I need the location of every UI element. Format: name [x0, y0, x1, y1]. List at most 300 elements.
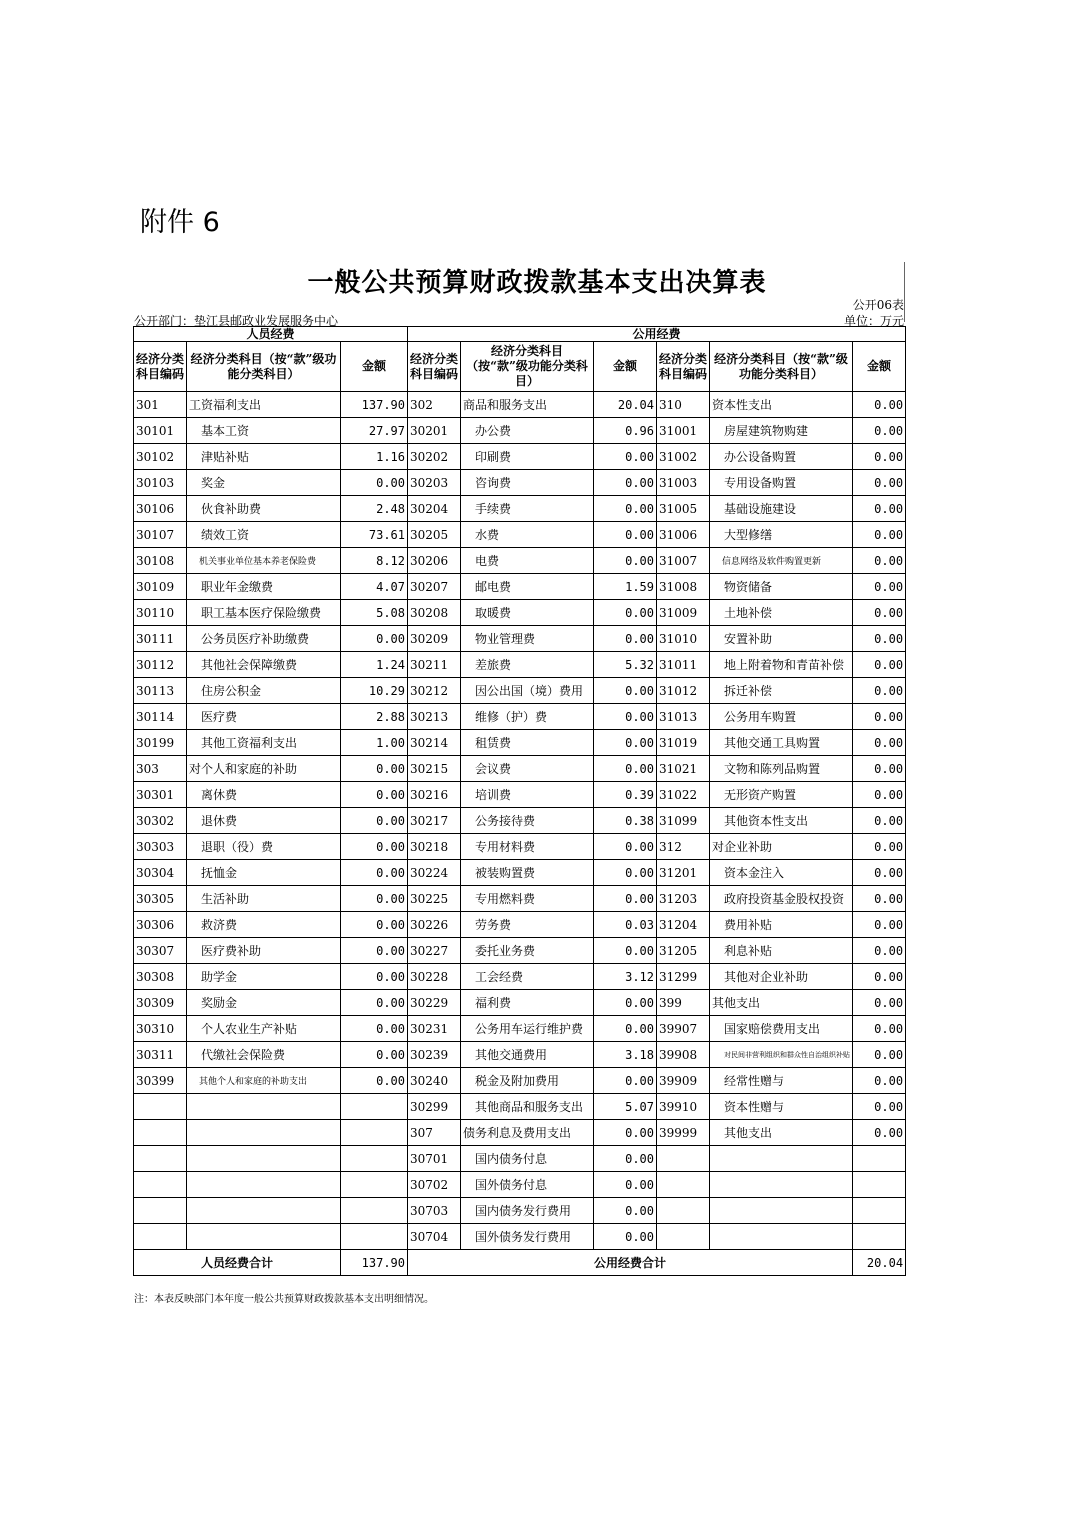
- code-cell: 30109: [134, 574, 187, 600]
- amount-cell: 0.00: [853, 574, 906, 600]
- amount-cell: 0.00: [853, 496, 906, 522]
- name-cell: [187, 1198, 341, 1224]
- name-cell: 个人农业生产补贴: [187, 1016, 341, 1042]
- amount-cell: 137.90: [341, 392, 408, 418]
- code-cell: [134, 1172, 187, 1198]
- totals-row: [134, 1250, 906, 1276]
- code-cell: 30307: [134, 938, 187, 964]
- amount-cell: [853, 1198, 906, 1224]
- table-row: [134, 860, 906, 886]
- name-cell: 房屋建筑物购建: [710, 418, 853, 444]
- amount-cell: 0.00: [594, 1172, 657, 1198]
- code-cell: 31204: [657, 912, 710, 938]
- code-cell: [657, 1172, 710, 1198]
- table-row: [134, 1016, 906, 1042]
- name-cell: 劳务费: [461, 912, 594, 938]
- code-cell: 30103: [134, 470, 187, 496]
- amount-cell: [341, 1146, 408, 1172]
- group-header-row: [134, 327, 906, 342]
- unit-label: 单位：万元: [843, 314, 904, 328]
- code-cell: 30218: [408, 834, 461, 860]
- code-cell: 30201: [408, 418, 461, 444]
- code-cell: 30208: [408, 600, 461, 626]
- footnote: 注：本表反映部门本年度一般公共预算财政拨款基本支出明细情况。: [134, 1294, 434, 1305]
- code-cell: 307: [408, 1120, 461, 1146]
- code-cell: 30302: [134, 808, 187, 834]
- amount-cell: 0.00: [341, 938, 408, 964]
- name-cell: 被装购置费: [461, 860, 594, 886]
- name-cell: 信息网络及软件购置更新: [710, 548, 853, 574]
- name-cell: 国家赔偿费用支出: [710, 1016, 853, 1042]
- code-cell: 30101: [134, 418, 187, 444]
- code-cell: 30106: [134, 496, 187, 522]
- code-cell: 30206: [408, 548, 461, 574]
- name-cell: 大型修缮: [710, 522, 853, 548]
- name-cell: 生活补助: [187, 886, 341, 912]
- code-cell: 30203: [408, 470, 461, 496]
- name-cell: 国外债务付息: [461, 1172, 594, 1198]
- code-cell: 30205: [408, 522, 461, 548]
- code-cell: 310: [657, 392, 710, 418]
- amount-cell: 0.00: [594, 600, 657, 626]
- name-cell: 印刷费: [461, 444, 594, 470]
- amount-cell: 0.00: [594, 444, 657, 470]
- code-cell: 30207: [408, 574, 461, 600]
- table-row: [134, 1068, 906, 1094]
- name-cell: [710, 1146, 853, 1172]
- table-row: [134, 652, 906, 678]
- code-cell: 39909: [657, 1068, 710, 1094]
- name-cell: 办公设备购置: [710, 444, 853, 470]
- amount-cell: 2.88: [341, 704, 408, 730]
- amount-cell: 0.00: [853, 938, 906, 964]
- personnel-total-amount: 137.90: [341, 1250, 408, 1276]
- code-cell: 31003: [657, 470, 710, 496]
- amount-cell: 5.32: [594, 652, 657, 678]
- table-row: [134, 522, 906, 548]
- name-cell: 医疗费补助: [187, 938, 341, 964]
- code-cell: 30701: [408, 1146, 461, 1172]
- name-cell: 物业管理费: [461, 626, 594, 652]
- name-cell: 差旅费: [461, 652, 594, 678]
- code-cell: 30225: [408, 886, 461, 912]
- amount-cell: 0.00: [853, 678, 906, 704]
- name-cell: 无形资产购置: [710, 782, 853, 808]
- amount-cell: 0.00: [853, 652, 906, 678]
- amount-cell: 0.00: [594, 626, 657, 652]
- amount-cell: 0.00: [341, 808, 408, 834]
- amount-cell: 0.00: [594, 1224, 657, 1250]
- name-cell: 其他对企业补助: [710, 964, 853, 990]
- code-cell: 30309: [134, 990, 187, 1016]
- code-cell: 30114: [134, 704, 187, 730]
- col-header-amount: 金额: [341, 342, 408, 392]
- amount-cell: 0.00: [594, 860, 657, 886]
- amount-cell: 0.00: [341, 756, 408, 782]
- code-cell: 30310: [134, 1016, 187, 1042]
- amount-cell: 0.00: [853, 418, 906, 444]
- name-cell: 电费: [461, 548, 594, 574]
- name-cell: 职业年金缴费: [187, 574, 341, 600]
- code-cell: 30229: [408, 990, 461, 1016]
- name-cell: 其他交通工具购置: [710, 730, 853, 756]
- amount-cell: 0.00: [594, 756, 657, 782]
- name-cell: 福利费: [461, 990, 594, 1016]
- name-cell: [710, 1198, 853, 1224]
- amount-cell: [853, 1224, 906, 1250]
- amount-cell: 0.00: [594, 548, 657, 574]
- name-cell: 维修（护）费: [461, 704, 594, 730]
- table-row: [134, 1146, 906, 1172]
- table-row: [134, 574, 906, 600]
- name-cell: 政府投资基金股权投资: [710, 886, 853, 912]
- amount-cell: 0.00: [853, 444, 906, 470]
- name-cell: [187, 1146, 341, 1172]
- code-cell: 30311: [134, 1042, 187, 1068]
- name-cell: 抚恤金: [187, 860, 341, 886]
- amount-cell: 0.00: [853, 1068, 906, 1094]
- code-cell: 30240: [408, 1068, 461, 1094]
- name-cell: 其他商品和服务支出: [461, 1094, 594, 1120]
- code-cell: 31205: [657, 938, 710, 964]
- name-cell: 代缴社会保险费: [187, 1042, 341, 1068]
- amount-cell: 27.97: [341, 418, 408, 444]
- amount-cell: 0.00: [594, 730, 657, 756]
- amount-cell: 0.00: [853, 704, 906, 730]
- table-row: [134, 1042, 906, 1068]
- code-cell: [657, 1146, 710, 1172]
- amount-cell: 0.00: [341, 1068, 408, 1094]
- name-cell: 土地补偿: [710, 600, 853, 626]
- code-cell: 30399: [134, 1068, 187, 1094]
- table-row: [134, 1120, 906, 1146]
- table-row: [134, 548, 906, 574]
- name-cell: 助学金: [187, 964, 341, 990]
- table-row: [134, 418, 906, 444]
- code-cell: 39910: [657, 1094, 710, 1120]
- amount-cell: 0.00: [853, 756, 906, 782]
- amount-cell: 0.00: [853, 1042, 906, 1068]
- code-cell: 39907: [657, 1016, 710, 1042]
- page-title: 一般公共预算财政拨款基本支出决算表: [307, 268, 767, 298]
- code-cell: 39999: [657, 1120, 710, 1146]
- code-cell: 31007: [657, 548, 710, 574]
- code-cell: 30202: [408, 444, 461, 470]
- name-cell: 其他支出: [710, 1120, 853, 1146]
- amount-cell: 0.00: [341, 886, 408, 912]
- name-cell: 安置补助: [710, 626, 853, 652]
- name-cell: 医疗费: [187, 704, 341, 730]
- amount-cell: 0.00: [853, 808, 906, 834]
- table-row: [134, 626, 906, 652]
- table-row: [134, 886, 906, 912]
- table-row: [134, 1172, 906, 1198]
- name-cell: [187, 1224, 341, 1250]
- code-cell: 31203: [657, 886, 710, 912]
- code-cell: 30209: [408, 626, 461, 652]
- code-cell: 312: [657, 834, 710, 860]
- name-cell: 其他个人和家庭的补助支出: [187, 1068, 341, 1094]
- amount-cell: 0.00: [341, 912, 408, 938]
- code-cell: 31022: [657, 782, 710, 808]
- code-cell: 31013: [657, 704, 710, 730]
- table-row: [134, 704, 906, 730]
- name-cell: 奖金: [187, 470, 341, 496]
- code-cell: [657, 1198, 710, 1224]
- code-cell: 30303: [134, 834, 187, 860]
- amount-cell: 0.00: [341, 834, 408, 860]
- name-cell: 经常性赠与: [710, 1068, 853, 1094]
- personnel-group-header: 人员经费: [134, 327, 408, 342]
- name-cell: 退休费: [187, 808, 341, 834]
- amount-cell: 0.00: [853, 730, 906, 756]
- amount-cell: 0.00: [853, 964, 906, 990]
- name-cell: 国内债务付息: [461, 1146, 594, 1172]
- amount-cell: 0.00: [853, 1094, 906, 1120]
- amount-cell: 1.00: [341, 730, 408, 756]
- amount-cell: 0.39: [594, 782, 657, 808]
- amount-cell: 0.00: [853, 886, 906, 912]
- code-cell: 30107: [134, 522, 187, 548]
- name-cell: [710, 1172, 853, 1198]
- name-cell: 资本性支出: [710, 392, 853, 418]
- name-cell: 水费: [461, 522, 594, 548]
- name-cell: 文物和陈列品购置: [710, 756, 853, 782]
- name-cell: 因公出国（境）费用: [461, 678, 594, 704]
- code-cell: 30108: [134, 548, 187, 574]
- code-cell: 30112: [134, 652, 187, 678]
- name-cell: 专用材料费: [461, 834, 594, 860]
- code-cell: 31002: [657, 444, 710, 470]
- amount-cell: [341, 1120, 408, 1146]
- code-cell: 31010: [657, 626, 710, 652]
- name-cell: 对企业补助: [710, 834, 853, 860]
- code-cell: 31001: [657, 418, 710, 444]
- code-cell: 30224: [408, 860, 461, 886]
- amount-cell: [341, 1224, 408, 1250]
- amount-cell: 0.00: [594, 886, 657, 912]
- name-cell: 伙食补助费: [187, 496, 341, 522]
- name-cell: 培训费: [461, 782, 594, 808]
- col-header-amount: 金额: [594, 342, 657, 392]
- code-cell: 31009: [657, 600, 710, 626]
- code-cell: [134, 1198, 187, 1224]
- code-cell: 30702: [408, 1172, 461, 1198]
- name-cell: 商品和服务支出: [461, 392, 594, 418]
- amount-cell: [341, 1094, 408, 1120]
- name-cell: 专用燃料费: [461, 886, 594, 912]
- table-row: [134, 756, 906, 782]
- public-total-amount: 20.04: [853, 1250, 906, 1276]
- code-cell: 30304: [134, 860, 187, 886]
- code-cell: 30113: [134, 678, 187, 704]
- amount-cell: 0.00: [853, 522, 906, 548]
- amount-cell: 1.59: [594, 574, 657, 600]
- table-row: [134, 470, 906, 496]
- amount-cell: 0.00: [341, 1042, 408, 1068]
- amount-cell: 0.00: [853, 912, 906, 938]
- table-row: [134, 392, 906, 418]
- amount-cell: 0.00: [853, 470, 906, 496]
- amount-cell: 5.08: [341, 600, 408, 626]
- table-row: [134, 678, 906, 704]
- table-row: [134, 808, 906, 834]
- amount-cell: 73.61: [341, 522, 408, 548]
- code-cell: 31006: [657, 522, 710, 548]
- name-cell: 其他工资福利支出: [187, 730, 341, 756]
- name-cell: 工会经费: [461, 964, 594, 990]
- table-row: [134, 730, 906, 756]
- name-cell: 机关事业单位基本养老保险费: [187, 548, 341, 574]
- amount-cell: 1.24: [341, 652, 408, 678]
- amount-cell: 0.00: [853, 600, 906, 626]
- amount-cell: 0.38: [594, 808, 657, 834]
- amount-cell: 0.00: [341, 990, 408, 1016]
- amount-cell: 0.00: [341, 626, 408, 652]
- code-cell: [134, 1120, 187, 1146]
- amount-cell: 0.00: [594, 704, 657, 730]
- code-cell: 30111: [134, 626, 187, 652]
- code-cell: 31201: [657, 860, 710, 886]
- public-group-header: 公用经费: [408, 327, 906, 342]
- code-cell: 30231: [408, 1016, 461, 1042]
- name-cell: 公务接待费: [461, 808, 594, 834]
- code-cell: 30215: [408, 756, 461, 782]
- public-total-label: 公用经费合计: [408, 1250, 853, 1276]
- name-cell: 拆迁补偿: [710, 678, 853, 704]
- name-cell: 其他社会保障缴费: [187, 652, 341, 678]
- name-cell: 税金及附加费用: [461, 1068, 594, 1094]
- name-cell: 咨询费: [461, 470, 594, 496]
- name-cell: 津贴补贴: [187, 444, 341, 470]
- amount-cell: [853, 1172, 906, 1198]
- amount-cell: 0.00: [594, 1120, 657, 1146]
- code-cell: 30212: [408, 678, 461, 704]
- name-cell: 取暖费: [461, 600, 594, 626]
- name-cell: 公务员医疗补助缴费: [187, 626, 341, 652]
- amount-cell: 0.00: [594, 522, 657, 548]
- name-cell: 物资储备: [710, 574, 853, 600]
- code-cell: 30211: [408, 652, 461, 678]
- name-cell: 绩效工资: [187, 522, 341, 548]
- name-cell: 租赁费: [461, 730, 594, 756]
- amount-cell: 0.00: [853, 626, 906, 652]
- code-cell: 30305: [134, 886, 187, 912]
- table-row: [134, 600, 906, 626]
- name-cell: [187, 1120, 341, 1146]
- code-cell: 30306: [134, 912, 187, 938]
- code-cell: 30299: [408, 1094, 461, 1120]
- amount-cell: 0.00: [594, 1198, 657, 1224]
- name-cell: 工资福利支出: [187, 392, 341, 418]
- table-row: [134, 1198, 906, 1224]
- code-cell: 30703: [408, 1198, 461, 1224]
- name-cell: 基本工资: [187, 418, 341, 444]
- code-cell: 31012: [657, 678, 710, 704]
- code-cell: 30214: [408, 730, 461, 756]
- table-row: [134, 834, 906, 860]
- name-cell: 专用设备购置: [710, 470, 853, 496]
- amount-cell: 0.00: [853, 392, 906, 418]
- code-cell: 30217: [408, 808, 461, 834]
- code-cell: 30308: [134, 964, 187, 990]
- name-cell: 利息补贴: [710, 938, 853, 964]
- code-cell: 303: [134, 756, 187, 782]
- code-cell: [657, 1224, 710, 1250]
- amount-cell: 0.00: [853, 782, 906, 808]
- amount-cell: 0.00: [341, 1016, 408, 1042]
- amount-cell: 0.00: [594, 1146, 657, 1172]
- amount-cell: 3.12: [594, 964, 657, 990]
- name-cell: 住房公积金: [187, 678, 341, 704]
- code-cell: 31299: [657, 964, 710, 990]
- col-header-name: 经济分类科目（按“款”级功能分类科目）: [187, 342, 341, 392]
- amount-cell: 0.00: [853, 834, 906, 860]
- code-cell: 30704: [408, 1224, 461, 1250]
- code-cell: [134, 1224, 187, 1250]
- amount-cell: [341, 1198, 408, 1224]
- name-cell: 退职（役）费: [187, 834, 341, 860]
- amount-cell: 0.00: [594, 496, 657, 522]
- name-cell: [710, 1224, 853, 1250]
- code-cell: [134, 1094, 187, 1120]
- amount-cell: 0.00: [853, 548, 906, 574]
- column-header-row: [134, 342, 906, 392]
- amount-cell: 0.00: [594, 938, 657, 964]
- col-header-code: 经济分类科目编码: [134, 342, 187, 392]
- personnel-total-label: 人员经费合计: [134, 1250, 341, 1276]
- amount-cell: [853, 1146, 906, 1172]
- name-cell: 资本性赠与: [710, 1094, 853, 1120]
- amount-cell: 5.07: [594, 1094, 657, 1120]
- amount-cell: 0.00: [853, 860, 906, 886]
- col-header-code: 经济分类科目编码: [657, 342, 710, 392]
- name-cell: 资本金注入: [710, 860, 853, 886]
- table-row: [134, 444, 906, 470]
- code-cell: 31011: [657, 652, 710, 678]
- amount-cell: 0.00: [341, 964, 408, 990]
- name-cell: 国内债务发行费用: [461, 1198, 594, 1224]
- amount-cell: 0.00: [594, 990, 657, 1016]
- code-cell: 30110: [134, 600, 187, 626]
- amount-cell: [341, 1172, 408, 1198]
- code-cell: 31005: [657, 496, 710, 522]
- name-cell: 奖励金: [187, 990, 341, 1016]
- col-header-name: 经济分类科目（按“款”级功能分类科目）: [461, 342, 594, 392]
- amount-cell: 0.00: [341, 782, 408, 808]
- name-cell: 基础设施建设: [710, 496, 853, 522]
- name-cell: 手续费: [461, 496, 594, 522]
- name-cell: 公务用车运行维护费: [461, 1016, 594, 1042]
- code-cell: 30239: [408, 1042, 461, 1068]
- name-cell: 对个人和家庭的补助: [187, 756, 341, 782]
- amount-cell: 8.12: [341, 548, 408, 574]
- table-row: [134, 990, 906, 1016]
- name-cell: 办公费: [461, 418, 594, 444]
- name-cell: 债务利息及费用支出: [461, 1120, 594, 1146]
- table-code: 公开06表: [852, 298, 904, 312]
- col-header-name: 经济分类科目（按“款”级功能分类科目）: [710, 342, 853, 392]
- table-row: [134, 912, 906, 938]
- code-cell: 31019: [657, 730, 710, 756]
- amount-cell: 2.48: [341, 496, 408, 522]
- table-row: [134, 1224, 906, 1250]
- name-cell: 国外债务发行费用: [461, 1224, 594, 1250]
- name-cell: 其他支出: [710, 990, 853, 1016]
- amount-cell: 0.00: [594, 470, 657, 496]
- code-cell: 301: [134, 392, 187, 418]
- name-cell: 公务用车购置: [710, 704, 853, 730]
